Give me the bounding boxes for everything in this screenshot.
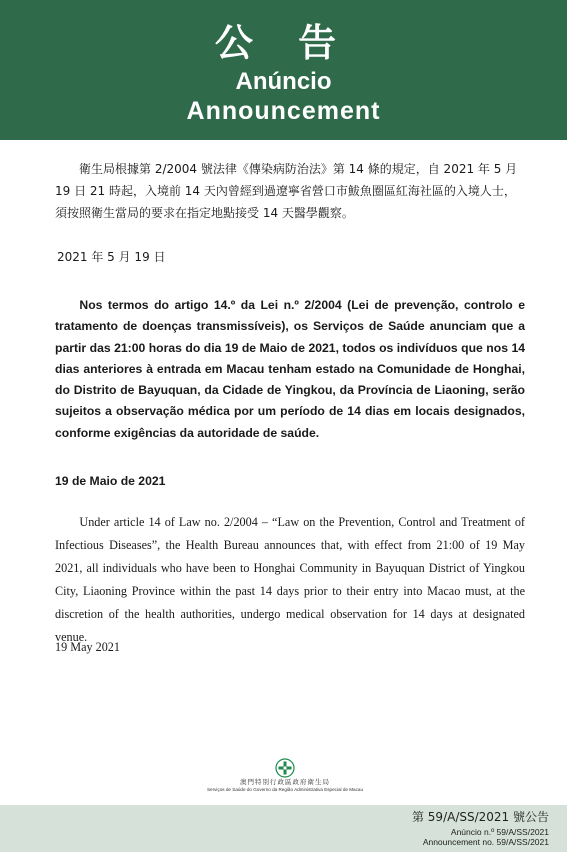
logo-name-chinese: 澳門特別行政區政府衛生局 [240,778,330,786]
logo-name-portuguese: Serviços de Saúde do Governo da Região Administrativa Especial de Macau [206,787,364,792]
reference-number-chinese: 第 59/A/SS/2021 號公告 [411,810,549,824]
portuguese-date: 19 de Maio de 2021 [55,474,166,488]
header-title-chinese: 公 告 [214,21,353,65]
health-bureau-logo [200,758,370,802]
reference-number-english: Announcement no. 59/A/SS/2021 [422,837,549,847]
chinese-paragraph: 衛生局根據第 2/2004 號法律《傳染病防治法》第 14 條的規定，自 2021 年 5 月 19 日 21 時起，入境前 14 天內曾經到過遼寧省營口市鮁魚圈區紅海社區的入境人士，須按照衛生當局的要求在指定地點接受 14 天醫學觀察。 [55,162,518,220]
announcement-header [0,0,567,140]
chinese-date: 2021 年 5 月 19 日 [57,250,166,264]
english-date: 19 May 2021 [55,640,120,654]
header-title-portuguese: Anúncio [235,68,332,95]
portuguese-paragraph: Nos termos do artigo 14.º da Lei n.º 2/2004 (Lei de prevenção, controlo e tratamento de doenças transmissíveis), os Serviços de Saúde anunciam que a partir das 21:00 horas do dia 19 de Maio de 2021, todos os indivíduos que nos 14 dias anteriores à entrada em Macau tenham estado na Comunidade de Honghai, do Distrito de Bayuquan, da Cidade de Yingkou, da Província de Liaoning, serão sujeitos a observação médica por um período de 14 dias em locais designados, conforme exigências da autoridade de saúde. [55,298,525,440]
announcement-footer [0,805,567,852]
macao-government-emblem-icon [275,758,295,778]
english-paragraph: Under article 14 of Law no. 2/2004 – “Law on the Prevention, Control and Treatment of Infectious Diseases”, the Health Bureau announces that, with effect from 21:00 of 19 May 2021, all individuals who have been to Honghai Community in Bayuquan District of Yingkou City, Liaoning Province within the past 14 days prior to their entry into Macao must, at the discretion of the health authorities, undergo medical observation for 14 days at designated venue. [55,515,525,644]
header-title-english: Announcement [186,97,381,125]
reference-number-portuguese: Anúncio n.º 59/A/SS/2021 [450,827,549,837]
